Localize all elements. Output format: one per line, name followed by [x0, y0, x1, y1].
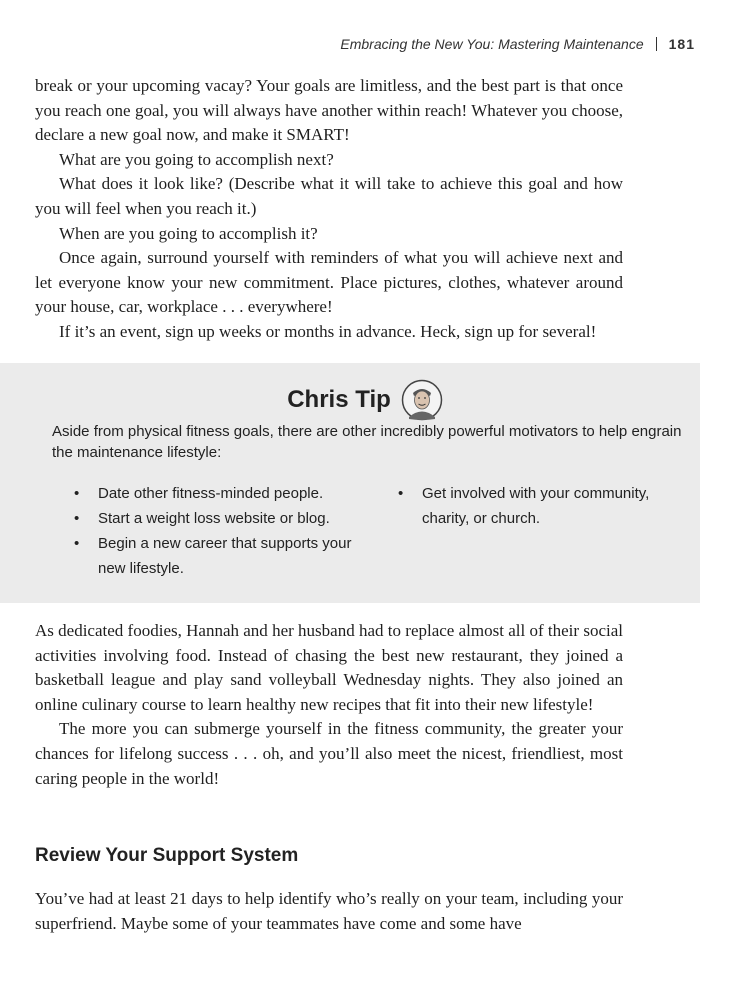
paragraph: As dedicated foodies, Hannah and her husband had to replace almost all of their social activities involving food. Instead of chasing the best new restaurant, they joined a basketball league and play sand volleyball Wednesday nights. They also joined an online culinary course to learn healthy new recipes that fit into their new lifestyle! — [35, 621, 623, 714]
header-divider — [656, 37, 657, 51]
tip-list-right — [398, 481, 688, 531]
list-item: • Begin a new career that supports your new lifestyle. — [74, 535, 352, 577]
section-text — [35, 887, 623, 936]
list-item: • Get involved with your community, charity, or church. — [398, 485, 650, 527]
list-item: • Start a weight loss website or blog. — [74, 510, 330, 527]
list-item: • Date other fitness-minded people. — [74, 485, 324, 502]
tip-list-left — [74, 481, 374, 581]
paragraph: What are you going to accomplish next? — [59, 149, 334, 169]
paragraph: What does it look like? (Describe what it will take to achieve this goal and how you will feel when you reach it.) — [35, 174, 623, 218]
paragraph: break or your upcoming vacay? Your goals are limitless, and the best part is that once you reach one goal, you will always have another within reach! Whatever you choose, declare a new goal now, and make it SMART! — [35, 76, 623, 145]
paragraph: You’ve had at least 21 days to help identify who’s really on your team, including your superfriend. Maybe some of your teammates have come and some have — [35, 889, 623, 933]
paragraph: The more you can submerge yourself in the fitness community, the greater your chances for lifelong success . . . oh, and you’ll also meet the nicest, friendliest, most caring people in the world! — [35, 719, 623, 788]
chapter-title: Embracing the New You: Mastering Maintenance — [340, 36, 644, 52]
chris-tip-box — [0, 363, 700, 603]
middle-text — [35, 619, 623, 791]
tip-intro: Aside from physical fitness goals, there are other incredibly powerful motivators to help engrain the maintenance lifestyle: — [52, 423, 682, 461]
tip-title: Chris Tip — [287, 386, 391, 413]
paragraph: When are you going to accomplish it? — [59, 223, 318, 243]
intro-text — [35, 74, 623, 345]
running-header — [340, 36, 695, 52]
person-avatar-icon — [401, 379, 443, 421]
paragraph: If it’s an event, sign up weeks or months in advance. Heck, sign up for several! — [59, 321, 597, 341]
paragraph: Once again, surround yourself with reminders of what you will achieve next and let everyone know your new commitment. Place pictures, clothes, whatever around your house, car, workplace . . . everywhere! — [35, 248, 623, 317]
page-number: 181 — [668, 36, 695, 52]
section-heading: Review Your Support System — [35, 845, 299, 866]
tip-header — [0, 379, 700, 421]
